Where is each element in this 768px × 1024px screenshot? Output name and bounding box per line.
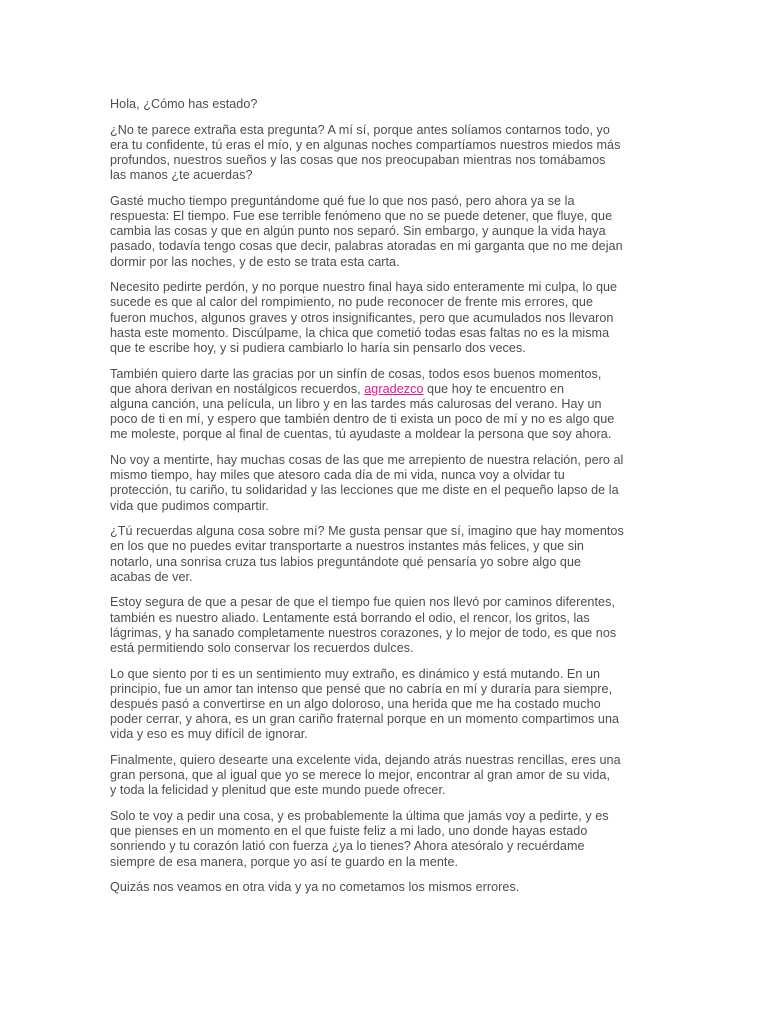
agradezco-link[interactable]: agradezco [364, 381, 424, 396]
paragraph-8: Lo que siento por ti es un sentimiento muy extraño, es dinámico y está mutando. En un principio, fue un amor tan intenso que pensé que no cabría en mí y duraría para siempre, después pasó a convertirse en un algo doloroso, una herida que me ha costado mucho poder cerrar, y ahora, es un gran cariño fraternal porque en un momento compartimos una vida y eso es muy difícil de ignorar. [110, 666, 620, 742]
paragraph-9: Finalmente, quiero desearte una excelente vida, dejando atrás nuestras rencillas, eres una gran persona, que al igual que yo se merece lo mejor, encontrar al gran amor de su vida, y toda la felicidad y plenitud que este mundo puede ofrecer. [110, 753, 621, 798]
paragraph-4-before-link: También quiero darte las gracias por un sinfín de cosas, todos esos buenos momentos, que ahora derivan en nostálgicos recuerdos, [110, 366, 602, 396]
letter-document [110, 97, 660, 906]
paragraph-11: Quizás nos veamos en otra vida y ya no cometamos los mismos errores. [110, 880, 520, 895]
paragraph-6: ¿Tú recuerdas alguna cosa sobre mí? Me gusta pensar que sí, imagino que hay momentos en los que no puedes evitar transportarte a nuestros instantes más felices, y que sin notarlo, una sonrisa cruza tus labios preguntándote qué pensaría yo sobre algo que acabas de ver. [110, 524, 624, 584]
paragraph-7: Estoy segura de que a pesar de que el tiempo fue quien nos llevó por caminos diferentes, también es nuestro aliado. Lentamente está borrando el odio, el rencor, los gritos, las lágrimas, y ha sanado completamente nuestros corazones, y lo mejor de todo, es que nos está permitiendo solo conservar los recuerdos dulces. [110, 595, 617, 656]
paragraph-1: ¿No te parece extraña esta pregunta? A mí sí, porque antes solíamos contarnos todo, yo era tu confidente, tú eras el mío, y en algunas noches compartíamos nuestros miedos más profundos, nuestros sueños y las cosas que nos preocupaban mientras nos tomábamos las manos ¿te acuerdas? [110, 122, 621, 183]
paragraph-2: Gasté mucho tiempo preguntándome qué fue lo que nos pasó, pero ahora ya se la respuesta: El tiempo. Fue ese terrible fenómeno que no se puede detener, que fluye, que cambia las cosas y que en algún punto nos separó. Sin embargo, y aunque la vida haya pasado, todavía tengo cosas que decir, palabras atoradas en mi garganta que no me dejan dormir por las noches, y de esto se trata esta carta. [110, 193, 623, 269]
paragraph-5: No voy a mentirte, hay muchas cosas de las que me arrepiento de nuestra relación, pero al mismo tiempo, hay miles que atesoro cada día de mi vida, nunca voy a olvidar tu protección, tu cariño, tu solidaridad y las lecciones que me diste en el pequeño lapso de la vida que pudimos compartir. [110, 453, 624, 513]
paragraph-10: Solo te voy a pedir una cosa, y es probablemente la última que jamás voy a pedirte, y es que pienses en un momento en el que fuiste feliz a mi lado, uno donde hayas estado sonriendo y tu corazón latió con fuerza ¿ya lo tienes? Ahora atesóralo y recuérdame siempre de esa manera, porque yo así te guardo en la mente. [110, 809, 609, 869]
paragraph-3: Necesito pedirte perdón, y no porque nuestro final haya sido enteramente mi culpa, lo que sucede es que al calor del rompimiento, no pude reconocer de frente mis errores, que fueron muchos, algunos graves y otros insignificantes, pero que acumulados nos llevaron hasta este momento. Discúlpame, la chica que cometió todas esas faltas no es la misma que te escribe hoy, y si pudiera cambiarlo lo haría sin pensarlo dos veces. [110, 280, 618, 356]
paragraph-4-after-link: que hoy te encuentro en alguna canción, una película, un libro y en las tardes más calurosas del verano. Hay un poco de ti en mí, y espero que también dentro de ti exista un poco de mí y no es algo que me moleste, porque al final de cuentas, tú ayudaste a moldear la persona que soy ahora. [110, 381, 615, 442]
greeting-paragraph: Hola, ¿Cómo has estado? [110, 97, 258, 111]
paragraph-4 [110, 367, 660, 443]
